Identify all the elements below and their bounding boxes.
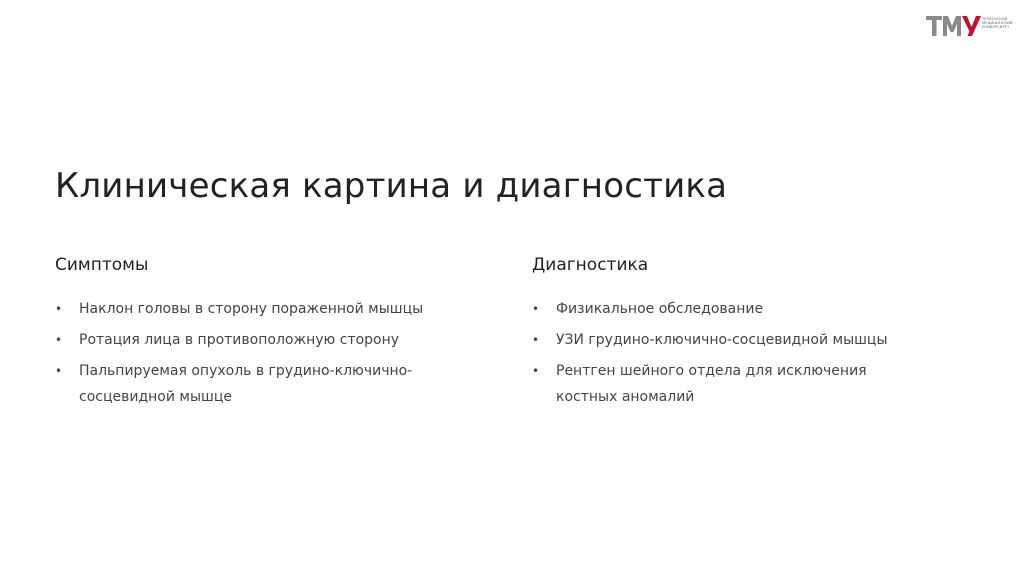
list-item-text: Рентген шейного отдела для исключения костных аномалий — [556, 363, 867, 405]
logo-line-1: ТЮМЕНСКИЙ — [982, 17, 1008, 21]
logo-letter-m — [943, 16, 961, 36]
bullet-icon: • — [55, 302, 63, 316]
symptoms-list — [55, 296, 465, 410]
list-item-text: Ротация лица в противоположную сторону — [79, 332, 400, 348]
tmu-logo-mark — [924, 12, 982, 40]
list-item — [55, 296, 465, 322]
logo-lettering — [982, 17, 1018, 30]
diagnostics-column — [532, 250, 932, 415]
logo-letter-t-stem — [932, 16, 937, 36]
logo-letter-u — [962, 16, 981, 36]
list-item — [55, 327, 465, 353]
list-item — [55, 358, 465, 410]
logo-line-2: МЕДИЦИНСКИЙ — [982, 21, 1013, 26]
list-item-text: УЗИ грудино-ключично-сосцевидной мышцы — [556, 332, 888, 348]
symptoms-heading: Симптомы — [55, 255, 149, 275]
bullet-icon: • — [532, 364, 540, 378]
bullet-icon: • — [55, 333, 63, 347]
list-item — [532, 358, 932, 410]
bullet-icon: • — [532, 333, 540, 347]
list-item — [532, 327, 932, 353]
diagnostics-list — [532, 296, 932, 410]
bullet-icon: • — [55, 364, 63, 378]
university-logo — [924, 12, 1016, 40]
bullet-icon: • — [532, 302, 540, 316]
symptoms-column — [55, 250, 465, 415]
list-item — [532, 296, 932, 322]
diagnostics-heading: Диагностика — [532, 255, 649, 275]
slide-title: Клиническая картина и диагностика — [55, 166, 728, 206]
list-item-text: Наклон головы в сторону пораженной мышцы — [79, 301, 424, 317]
list-item-text: Пальпируемая опухоль в грудино-ключично-сосцевидной мышце — [79, 363, 413, 405]
logo-line-3: УНИВЕРСИТЕТ — [982, 25, 1010, 30]
list-item-text: Физикальное обследование — [556, 301, 764, 317]
